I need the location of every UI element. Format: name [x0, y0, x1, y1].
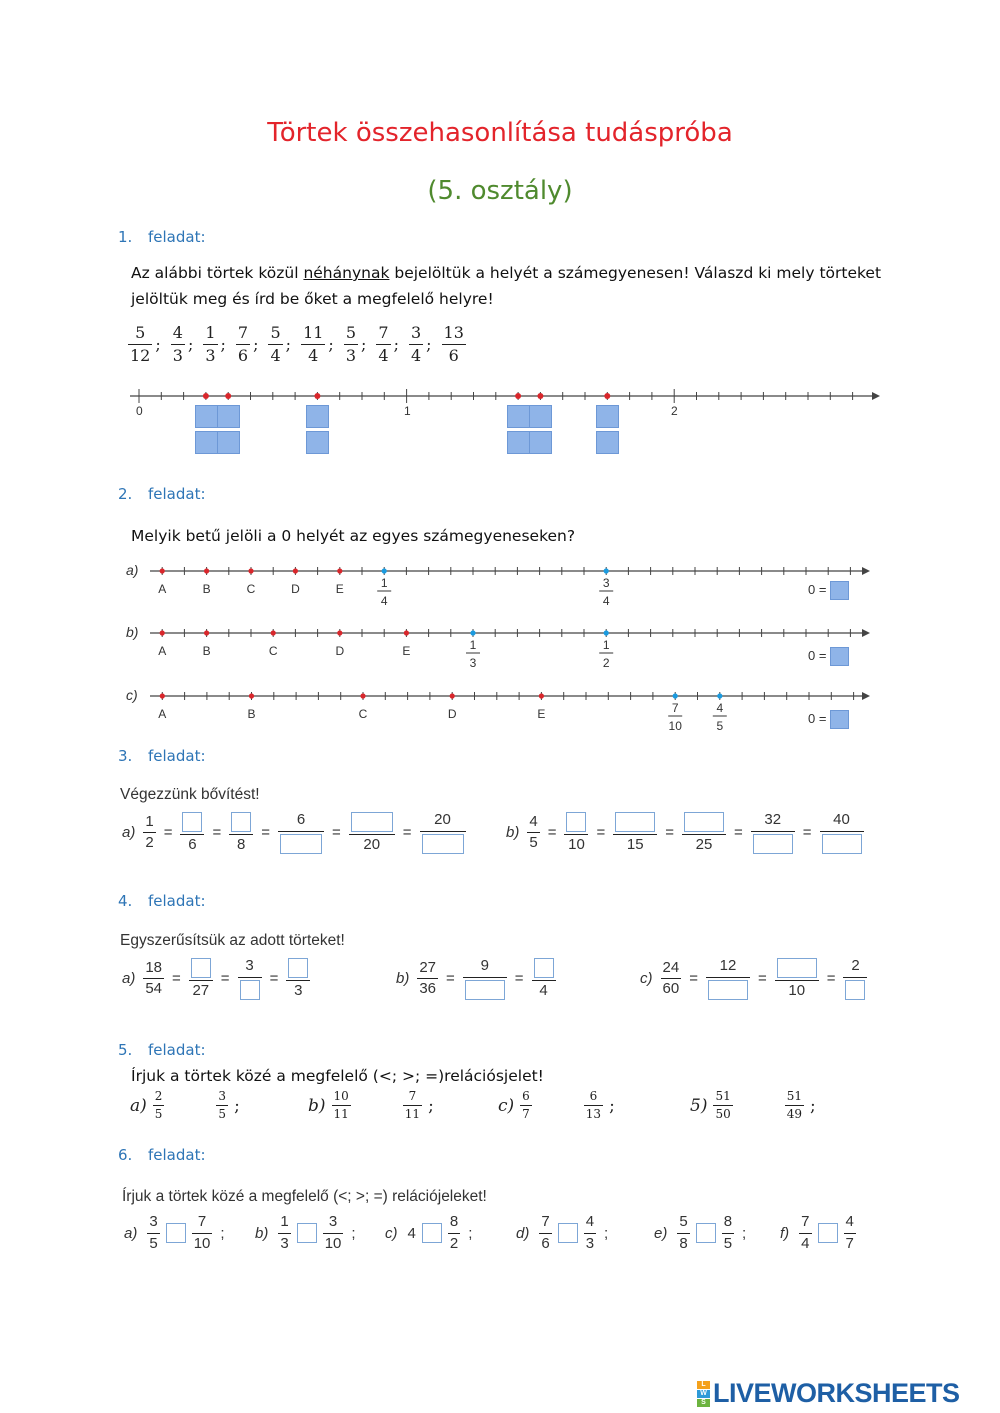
item-label: 5): [690, 1095, 708, 1116]
relation-input-box[interactable]: [166, 1223, 186, 1243]
fraction-numerator: 1: [380, 576, 388, 590]
task-2-heading: 2. feladat:: [118, 485, 206, 503]
page-title: Törtek összehasonlítása tudáspróba: [267, 118, 733, 148]
point-letter: D: [291, 582, 300, 596]
numerator-input[interactable]: [306, 405, 329, 428]
input-box[interactable]: [465, 980, 505, 1000]
point: [450, 693, 455, 698]
fraction-numerator: 1: [602, 638, 610, 652]
point: [160, 693, 165, 698]
task-2b-answer-box[interactable]: [830, 647, 849, 666]
input-box[interactable]: [280, 834, 322, 854]
point: [204, 630, 209, 635]
fraction: $\frac{6}{7}$: [522, 1089, 530, 1122]
relation-item: b) $\frac{1}{3}$ $\frac{3}{10}$ ;: [255, 1213, 356, 1252]
line-label: a): [126, 562, 139, 578]
fraction-denominator: 2: [602, 656, 610, 670]
fraction: $\frac{51}{50}$: [715, 1089, 731, 1122]
fraction-option: $\frac{11}{4}$: [303, 323, 324, 365]
task-5-row: [0, 1090, 1000, 1130]
point: [160, 630, 165, 635]
fraction-option: $\frac{5}{4}$: [270, 323, 281, 365]
task-6-heading: 6. feladat:: [118, 1146, 206, 1164]
denominator-input[interactable]: [195, 431, 218, 454]
input-box[interactable]: [240, 980, 260, 1000]
fraction-numerator: 1: [469, 638, 477, 652]
fraction: 27: [189, 958, 213, 1000]
fraction-denominator: 4: [602, 594, 610, 608]
relation-input-box[interactable]: [696, 1223, 716, 1243]
numerator-input[interactable]: [529, 405, 552, 428]
marked-point: [604, 393, 610, 399]
comparison-item: b) $\frac{10}{11}$ $\frac{7}{11}$ ;: [308, 1089, 434, 1122]
fraction-answer-slot: [507, 405, 529, 454]
fraction-option: $\frac{13}{6}$: [443, 323, 464, 365]
axis-label-1: 1: [404, 404, 411, 418]
fraction-point: [604, 568, 609, 573]
axis-arrow: [862, 692, 870, 700]
point: [337, 630, 342, 635]
fraction: 6: [180, 812, 204, 854]
item-label: c): [385, 1224, 398, 1242]
input-box[interactable]: [422, 834, 464, 854]
task-4a-row: a) $\frac{18}{54}$ = 27 = 3 = 3: [122, 958, 310, 1000]
point: [160, 568, 165, 573]
task-5-instruction: Írjuk a törtek közé a megfelelő (<; >; =)relációsjelet!: [131, 1067, 544, 1085]
comparison-item: a) $\frac{2}{5}$ $\frac{3}{5}$ ;: [130, 1089, 240, 1122]
point: [248, 568, 253, 573]
point-letter: A: [158, 707, 167, 721]
numerator-input[interactable]: [217, 405, 240, 428]
number-line-b: [126, 624, 870, 670]
fraction-point: [717, 693, 722, 698]
task-5-heading: 5. feladat:: [118, 1041, 206, 1059]
fraction-answer-slot: [306, 405, 328, 454]
task-4b-row: b) $\frac{27}{36}$ = 9 = 4: [396, 958, 556, 1000]
fraction: 20: [349, 812, 395, 854]
input-box[interactable]: [822, 834, 862, 854]
fraction: 9: [463, 958, 507, 1000]
fraction: 15: [613, 812, 657, 854]
axis-arrow: [862, 567, 870, 575]
axis-label-0: 0: [136, 404, 143, 418]
task-3a-label: a): [122, 824, 136, 842]
relation-input-box[interactable]: [558, 1223, 578, 1243]
fraction-denominator: 3: [469, 656, 477, 670]
fraction-denominator: 5: [716, 719, 724, 733]
input-box[interactable]: [182, 812, 202, 832]
fraction: $\frac{4}{5}$: [529, 812, 538, 852]
fraction-option: $\frac{3}{4}$: [410, 323, 422, 365]
item-label: b): [255, 1224, 269, 1242]
point: [204, 568, 209, 573]
fraction: $\frac{7}{11}$: [404, 1089, 421, 1122]
numerator-input[interactable]: [596, 405, 619, 428]
point-letter: E: [402, 644, 411, 658]
point: [337, 568, 342, 573]
input-box[interactable]: [708, 980, 748, 1000]
task-6-row: [0, 1214, 1000, 1258]
point-letter: E: [335, 582, 344, 596]
fraction-denominator: 4: [380, 594, 388, 608]
denominator-input[interactable]: [507, 431, 530, 454]
input-box[interactable]: [231, 812, 251, 832]
fraction: 10: [775, 958, 819, 1000]
fraction: 3: [286, 958, 310, 1000]
axis-label-2: 2: [671, 404, 678, 418]
liveworksheets-logo: [697, 1378, 960, 1409]
task-2c-answer: 0 =: [808, 710, 849, 729]
denominator-input[interactable]: [596, 431, 619, 454]
line-label: b): [126, 624, 139, 640]
task-2-number-lines: [120, 558, 880, 743]
point: [360, 693, 365, 698]
fraction-option: $\frac{1}{3}$: [205, 323, 216, 365]
task-1-fraction-list: $\frac{5}{12}$ ; $\frac{4}{3}$ ; $\frac{1}{3}$ ; $\frac{7}{6}$ ; $\frac{5}{4}$ ; $\frac{11}{4}$ ; $\frac{5}{3}$ ; $\frac{7}{4}$ ; $\frac{3}{4}$ ; $\frac{13}{6}$: [130, 323, 464, 365]
fraction-numerator: 3: [602, 576, 610, 590]
marked-point: [515, 393, 521, 399]
input-box[interactable]: [777, 958, 817, 978]
task-3-heading: 3. feladat:: [118, 747, 206, 765]
fraction-denominator: 10: [668, 719, 682, 733]
item-label: e): [654, 1224, 668, 1242]
fraction: $\frac{6}{13}$: [585, 1089, 602, 1122]
item-label: d): [516, 1224, 530, 1242]
fraction-option: $\frac{5}{3}$: [345, 323, 356, 365]
point-letter: B: [247, 707, 256, 721]
fraction: 3: [238, 958, 262, 1000]
fraction-numerator: 4: [716, 701, 724, 715]
task-2b-answer: 0 =: [808, 647, 849, 666]
fraction-point: [673, 693, 678, 698]
fraction: 8: [229, 812, 253, 854]
fraction: $\frac{3}{10}$: [324, 1213, 342, 1252]
point: [249, 693, 254, 698]
point: [271, 630, 276, 635]
fraction-answer-slot: [195, 405, 217, 454]
point: [293, 568, 298, 573]
task-2-instruction: Melyik betű jelöli a 0 helyét az egyes számegyeneseken?: [131, 527, 576, 545]
numerator-input[interactable]: [507, 405, 530, 428]
task-4-heading: 4. feladat:: [118, 892, 206, 910]
fraction-point: [470, 630, 475, 635]
input-box[interactable]: [845, 980, 865, 1000]
marked-point: [537, 393, 543, 399]
task-3b-label: b): [506, 824, 520, 842]
relation-input-box[interactable]: [818, 1223, 838, 1243]
number-line-c: [126, 687, 870, 733]
point-letter: D: [447, 707, 457, 721]
input-box[interactable]: [684, 812, 724, 832]
point-letter: C: [268, 644, 278, 658]
point-letter: B: [202, 644, 211, 658]
fraction-option: $\frac{4}{3}$: [172, 323, 183, 365]
comparison-item: 5) $\frac{51}{50}$ $\frac{51}{49}$ ;: [690, 1089, 816, 1122]
fraction: 25: [682, 812, 726, 854]
point: [539, 693, 544, 698]
fraction: $\frac{5}{8}$: [679, 1213, 688, 1252]
fraction-answer-slot: [529, 405, 551, 454]
fraction: $\frac{7}{6}$: [541, 1213, 550, 1252]
item-label: a): [130, 1095, 147, 1116]
axis-arrow: [862, 629, 870, 637]
item-label: f): [780, 1224, 790, 1242]
marked-point: [203, 393, 209, 399]
denominator-input[interactable]: [306, 431, 329, 454]
fraction: $\frac{8}{5}$: [723, 1213, 733, 1252]
point: [404, 630, 409, 635]
numerator-input[interactable]: [195, 405, 218, 428]
fraction-point: [382, 568, 387, 573]
axis-arrow: [872, 392, 880, 400]
point-letter: C: [358, 707, 368, 721]
fraction: $\frac{51}{49}$: [786, 1089, 803, 1122]
fraction: 40: [820, 812, 864, 854]
task-4c-row: c) $\frac{24}{60}$ = 12 = 10 = 2: [640, 958, 867, 1000]
fraction: $\frac{27}{36}$: [419, 958, 437, 998]
input-box[interactable]: [351, 812, 393, 832]
input-box[interactable]: [288, 958, 308, 978]
task-6-instruction: Írjuk a törtek közé a megfelelő (<; >; =) relációjeleket!: [122, 1188, 487, 1205]
task-2a-answer-box[interactable]: [830, 581, 849, 600]
input-box[interactable]: [566, 812, 586, 832]
fraction: 32: [751, 812, 795, 854]
task-1-instruction: Az alábbi törtek közül néhánynak bejelöltük a helyét a számegyenesen! Válaszd ki mely törteket jelöltük meg és írd be őket a megfelelő helyre!: [131, 264, 882, 308]
task-3a-row: a) $\frac{1}{2}$ = 6 = 8 = 6 = 20 = 20: [122, 812, 466, 854]
point-letter: E: [537, 707, 546, 721]
logo-text: LIVEWORKSHEETS: [713, 1378, 960, 1408]
fraction-answer-slot: [217, 405, 239, 454]
point-letter: C: [246, 582, 256, 596]
fraction: 20: [420, 812, 466, 854]
relation-item: [780, 1214, 856, 1252]
point-letter: A: [158, 582, 167, 596]
point-letter: B: [202, 582, 211, 596]
fraction: $\frac{24}{60}$: [662, 958, 680, 998]
task-3-instruction: Végezzünk bővítést!: [120, 786, 260, 803]
fraction: $\frac{4}{7}$: [845, 1213, 854, 1252]
fraction: 2: [843, 958, 867, 1000]
relation-item: e) $\frac{5}{8}$ $\frac{8}{5}$ ;: [654, 1213, 747, 1252]
relation-item: d) $\frac{7}{6}$ $\frac{4}{3}$ ;: [516, 1213, 609, 1252]
fraction: $\frac{18}{54}$: [145, 958, 163, 998]
page-subtitle: (5. osztály): [427, 176, 573, 206]
task-1-heading: 1. feladat:: [118, 228, 206, 246]
task-2c-answer-box[interactable]: [830, 710, 849, 729]
relation-item: c) 4 $\frac{8}{2}$ ;: [385, 1213, 473, 1252]
item-label: b): [308, 1095, 326, 1116]
fraction: $\frac{7}{4}$: [801, 1213, 810, 1252]
marked-point: [314, 393, 320, 399]
fraction: 12: [706, 958, 750, 1000]
point-letter: A: [158, 644, 167, 658]
fraction-numerator: 7: [671, 701, 679, 715]
fraction: $\frac{3}{5}$: [218, 1089, 227, 1122]
number-line-a: [126, 562, 870, 608]
relation-item: a) $\frac{3}{5}$ $\frac{7}{10}$ ;: [124, 1213, 225, 1252]
fraction: $\frac{1}{3}$: [280, 1213, 289, 1252]
fraction: 6: [278, 812, 324, 854]
fraction: 10: [564, 812, 588, 854]
point-letter: D: [335, 644, 345, 658]
fraction: $\frac{10}{11}$: [333, 1089, 349, 1122]
fraction-answer-slot: [596, 405, 618, 454]
fraction: $\frac{8}{2}$: [449, 1213, 459, 1252]
fraction-option: $\frac{7}{6}$: [237, 323, 249, 365]
logo-icon: L W S: [697, 1381, 710, 1407]
fraction: $\frac{1}{2}$: [145, 812, 154, 852]
item-label: a): [124, 1224, 138, 1242]
fraction: $\frac{3}{5}$: [149, 1213, 158, 1252]
relation-input-box[interactable]: [297, 1223, 317, 1243]
task-3b-row: b) $\frac{4}{5}$ = 10 = 15 = 25 = 32 = 40: [506, 812, 864, 854]
comparison-item: c) $\frac{6}{7}$ $\frac{6}{13}$ ;: [498, 1089, 615, 1122]
fraction: 4: [532, 958, 556, 1000]
item-label: c): [498, 1095, 515, 1116]
fraction-option: $\frac{7}{4}$: [378, 323, 389, 365]
fraction: $\frac{4}{3}$: [585, 1213, 595, 1252]
fraction: $\frac{7}{10}$: [193, 1213, 211, 1252]
task-2a-answer: 0 =: [808, 581, 849, 600]
fraction: $\frac{2}{5}$: [154, 1089, 163, 1122]
input-box[interactable]: [753, 834, 793, 854]
denominator-input[interactable]: [529, 431, 552, 454]
marked-point: [225, 393, 231, 399]
input-box[interactable]: [191, 958, 211, 978]
relation-input-box[interactable]: [422, 1223, 442, 1243]
fraction-point: [604, 630, 609, 635]
denominator-input[interactable]: [217, 431, 240, 454]
input-box[interactable]: [534, 958, 554, 978]
fraction-option: $\frac{5}{12}$: [130, 323, 151, 365]
task-4-instruction: Egyszerűsítsük az adott törteket!: [120, 932, 345, 949]
line-label: c): [126, 687, 138, 703]
input-box[interactable]: [615, 812, 655, 832]
